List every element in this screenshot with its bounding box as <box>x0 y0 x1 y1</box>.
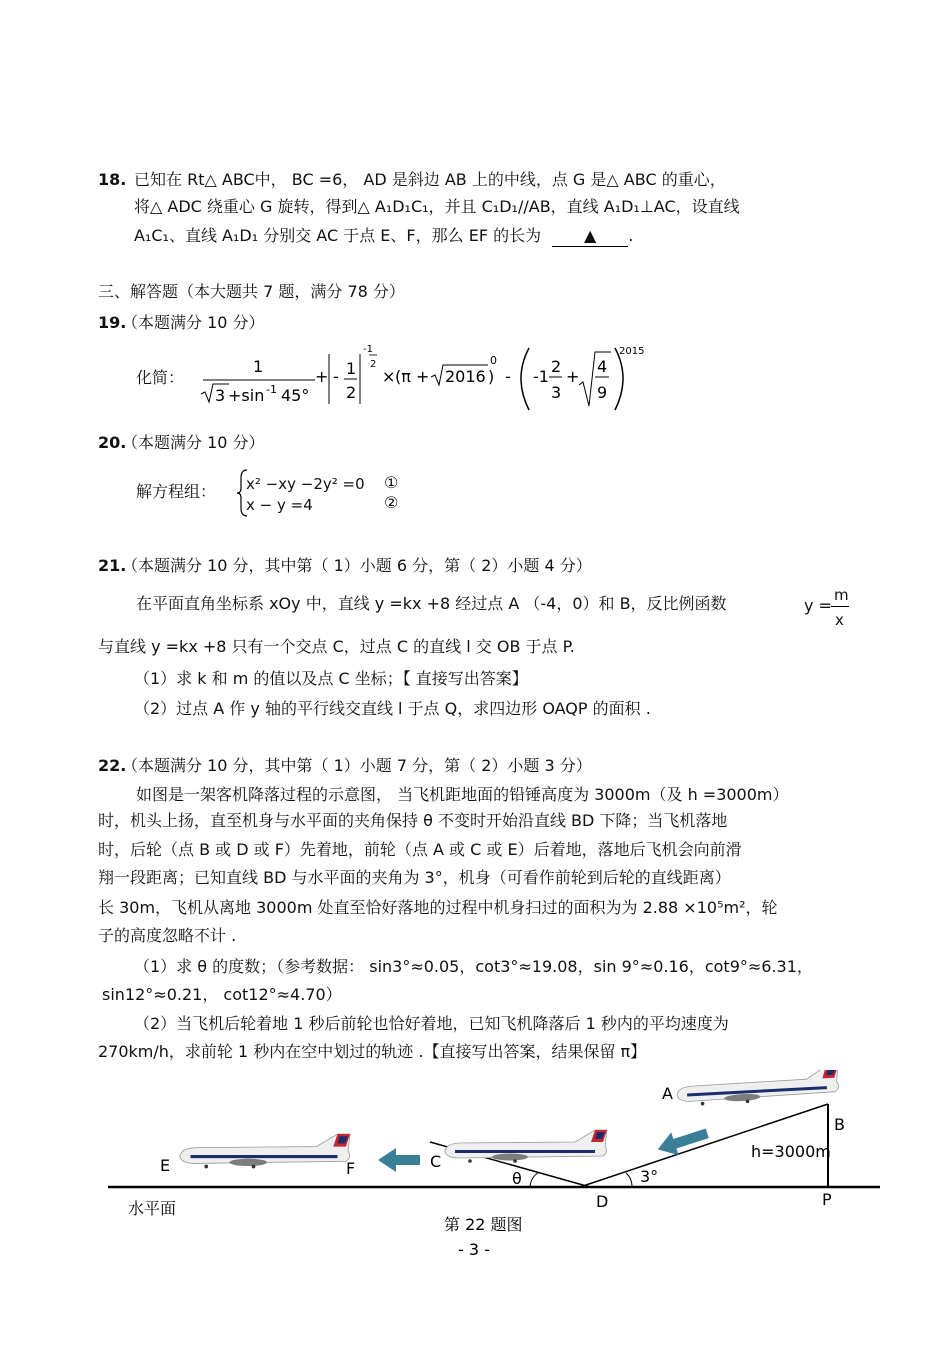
q21-number: 21. <box>98 556 127 575</box>
q19-half-num: 1 <box>346 359 357 378</box>
label-ground: 水平面 <box>128 1199 177 1218</box>
label-P: P <box>822 1190 832 1209</box>
q19-45deg: 45° <box>281 386 310 405</box>
q18-end: . <box>628 226 634 245</box>
q22-part1a: （1）求 θ 的度数；（参考数据： sin3°≈0.05，cot3°≈19.08，sin 9°≈0.16，cot9°≈6.31， <box>134 957 813 976</box>
label-E: E <box>160 1156 171 1175</box>
q18-line1: 已知在 Rt△ ABC中， BC =6， AD 是斜边 AB 上的中线，点 G 是△ ABC 的重心， <box>134 170 726 189</box>
q19-neg1: -1 <box>533 367 549 386</box>
q19-2016: 2016 <box>445 367 486 386</box>
q19-rparen: ) <box>488 367 495 386</box>
q19-sin: +sin <box>228 386 265 405</box>
label-B: B <box>834 1115 845 1134</box>
q21-frac-m: m <box>834 586 849 604</box>
figure-caption: 第 22 题图 <box>444 1215 523 1234</box>
q21-header: （本题满分 10 分，其中第（ 1）小题 6 分，第（ 2）小题 4 分） <box>122 556 592 575</box>
q19-label: 化简： <box>136 368 185 387</box>
q21-y-eq: y = <box>804 596 832 615</box>
q22-line1: 如图是一架客机降落过程的示意图， 当飞机距地面的铅锤高度为 3000m（及 h =3000m） <box>136 785 789 804</box>
label-theta: θ <box>512 1169 522 1188</box>
q21-line2: 与直线 y =kx +8 只有一个交点 C，过点 C 的直线 l 交 OB 于点 P. <box>98 637 575 656</box>
q19-expression <box>195 340 675 420</box>
left-arrow-icon <box>378 1148 420 1172</box>
q19-plus1: + <box>315 367 329 386</box>
label-C: C <box>430 1152 442 1171</box>
q22-figure <box>0 1070 950 1260</box>
descent-arrow-icon <box>654 1122 711 1161</box>
q19-exp-half-den: 2 <box>370 359 377 370</box>
q20-number: 20. <box>98 433 127 452</box>
q22-line3: 时，后轮（点 B 或 D 或 F）先着地，前轮（点 A 或 C 或 E）后着地，落地后飞机会向前滑 <box>98 840 742 859</box>
q18-number: 18. <box>98 170 127 189</box>
q18-line3 <box>134 226 633 247</box>
q22-line4: 翔一段距离；已知直线 BD 与水平面的夹角为 3°，机身（可看作前轮到后轮的直线距离） <box>98 868 731 887</box>
q19-frac23-den: 3 <box>551 383 562 402</box>
q19-times: × <box>382 367 396 386</box>
q19-exp-half-num: -1 <box>363 344 373 355</box>
q19-frac23-num: 2 <box>551 357 562 376</box>
q19-frac49-den: 9 <box>597 383 608 402</box>
q22-part2b: 270km/h，求前轮 1 秒内在空中划过的轨迹 .【直接写出答案，结果保留 π】 <box>98 1042 647 1061</box>
q19-half-den: 2 <box>346 383 357 402</box>
q22-line2: 时，机头上扬，直至机身与水平面的夹角保持 θ 不变时开始沿直线 BD 下降；当飞机落地 <box>98 811 728 830</box>
q21-part1: （1）求 k 和 m 的值以及点 C 坐标；【 直接写出答案】 <box>134 669 528 688</box>
q19-exp2015: 2015 <box>619 346 645 357</box>
q21-line1: 在平面直角坐标系 xOy 中，直线 y =kx +8 经过点 A （-4，0）和 B，反比例函数 <box>136 594 727 613</box>
q22-part2a: （2）当飞机后轮着地 1 秒后前轮也恰好着地，已知飞机降落后 1 秒内的平均速度为 <box>134 1014 729 1033</box>
q19-exp0: 0 <box>490 354 497 367</box>
q22-line5: 长 30m，飞机从离地 3000m 处直至恰好落地的过程中机身扫过的面积为为 2.88 ×10⁵m²，轮 <box>98 898 778 917</box>
q20-circle1: ① <box>384 473 399 492</box>
label-F: F <box>346 1159 356 1178</box>
q21-part2: （2）过点 A 作 y 轴的平行线交直线 l 于点 Q，求四边形 OAQP 的面积 . <box>134 699 651 718</box>
q19-header: （本题满分 10 分） <box>122 313 265 332</box>
q20-eq1: x² −xy −2y² =0 <box>246 475 365 493</box>
q18-line3-text: A₁C₁、直线 A₁D₁ 分别交 AC 于点 E、F，那么 EF 的长为 <box>134 226 542 245</box>
q22-line6: 子的高度忽略不计 . <box>98 926 237 945</box>
q20-label: 解方程组： <box>136 482 217 501</box>
q20-eq2: x − y =4 <box>246 496 313 514</box>
q19-pi-part: (π + <box>395 367 430 386</box>
label-D: D <box>596 1192 609 1211</box>
q22-header: （本题满分 10 分，其中第（ 1）小题 7 分，第（ 2）小题 3 分） <box>122 756 592 775</box>
q19-frac1-num: 1 <box>253 357 264 376</box>
q20-header: （本题满分 10 分） <box>122 433 265 452</box>
q21-frac-x: x <box>835 611 844 629</box>
plane-touchdown-icon <box>445 1130 607 1163</box>
plane-descending-icon <box>676 1070 839 1107</box>
q18-line2: 将△ ADC 绕重心 G 旋转，得到△ A₁D₁C₁，并且 C₁D₁//AB，直线 A₁D₁⊥AC，设直线 <box>134 197 740 216</box>
label-A: A <box>662 1084 673 1103</box>
page-number: - 3 - <box>458 1240 490 1259</box>
q19-exp-neg1: -1 <box>266 383 277 396</box>
q19-minus-sign: - <box>333 367 339 386</box>
plane-landed-icon <box>180 1134 350 1168</box>
q21-frac-bar <box>831 606 849 607</box>
q22-part1b: sin12°≈0.21， cot12°≈4.70） <box>102 985 342 1004</box>
q19-minus: - <box>505 367 511 386</box>
q20-circle2: ② <box>384 493 399 512</box>
label-height: h=3000m <box>751 1142 831 1161</box>
section-3-heading: 三、解答题（本大题共 7 题，满分 78 分） <box>98 282 405 301</box>
q19-frac49-num: 4 <box>597 357 608 376</box>
label-3deg: 3° <box>640 1167 659 1186</box>
q19-number: 19. <box>98 313 127 332</box>
q19-plus2: + <box>566 367 580 386</box>
answer-blank: ▲ <box>552 226 628 247</box>
q19-sqrt3: 3 <box>215 386 226 405</box>
q22-number: 22. <box>98 756 127 775</box>
